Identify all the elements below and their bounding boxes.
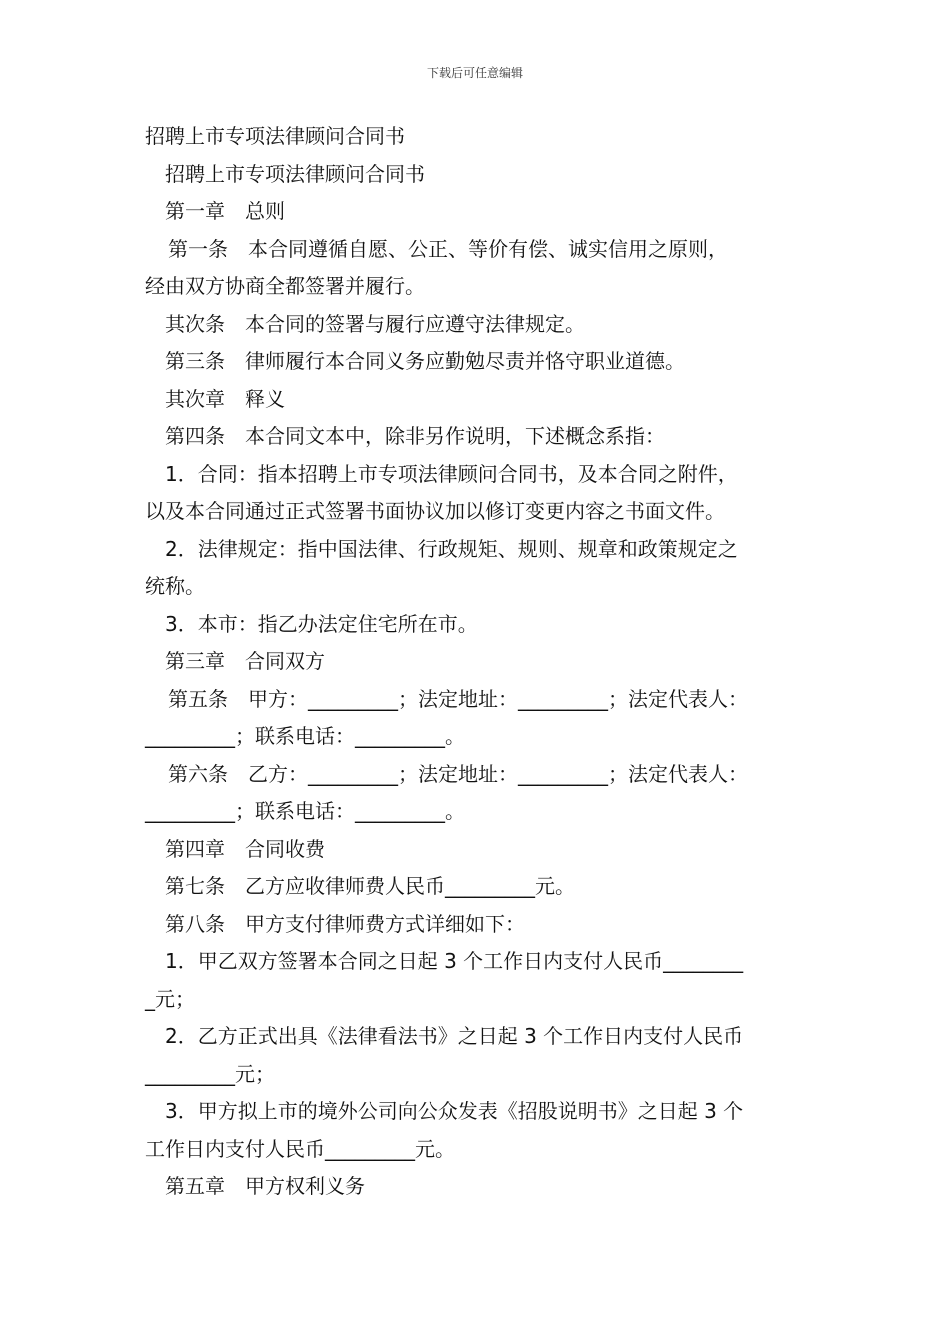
list-item-cont: 统称。 [145, 574, 205, 598]
article-line: 第八条 甲方支付律师费方式详细如下： [165, 911, 525, 936]
article-line: 第四条 本合同文本中，除非另作说明，下述概念系指： [165, 424, 665, 448]
chapter-heading: 第四章 合同收费 [165, 836, 325, 861]
list-item: 3．本市：指乙办法定住宅所在市。 [165, 611, 478, 636]
chapter-heading: 第一章 总则 [165, 199, 285, 223]
chapter-heading: 第三章 合同双方 [165, 649, 325, 673]
list-item-cont: _元； [145, 986, 195, 1011]
article-line-cont: _________；联系电话：_________。 [145, 799, 465, 823]
list-item: 1．合同：指本招聘上市专项法律顾问合同书，及本合同之附件， [165, 461, 738, 486]
chapter-heading: 其次章 释义 [165, 386, 285, 411]
article-line: 其次条 本合同的签署与履行应遵守法律规定。 [165, 311, 585, 336]
article-line: 第六条 乙方：_________；法定地址：_________；法定代表人： [168, 761, 748, 786]
document-title: 招聘上市专项法律顾问合同书 [145, 124, 405, 148]
list-item-cont: 工作日内支付人民币_________元。 [145, 1136, 455, 1161]
article-line: 第七条 乙方应收律师费人民币_________元。 [165, 874, 575, 898]
list-item: 3．甲方拟上市的境外公司向公众发表《招股说明书》之日起 3 个 [165, 1099, 744, 1123]
article-line-cont: _________；联系电话：_________。 [145, 724, 465, 748]
chapter-heading: 第五章 甲方权利义务 [165, 1174, 365, 1198]
article-line: 第一条 本合同遵循自愿、公正、等价有偿、诚实信用之原则， [168, 236, 728, 261]
subtitle: 招聘上市专项法律顾问合同书 [165, 161, 425, 186]
article-line: 经由双方协商全都签署并履行。 [145, 274, 425, 298]
article-line: 第五条 甲方：_________；法定地址：_________；法定代表人： [168, 686, 748, 711]
list-item: 2．法律规定：指中国法律、行政规矩、规则、规章和政策规定之 [165, 536, 738, 561]
article-line: 第三条 律师履行本合同义务应勤勉尽责并恪守职业道德。 [165, 349, 685, 373]
list-item-cont: 以及本合同通过正式签署书面协议加以修订变更内容之书面文件。 [145, 499, 725, 523]
list-item: 1．甲乙双方签署本合同之日起 3 个工作日内支付人民币________ [165, 949, 744, 973]
list-item: 2．乙方正式出具《法律看法书》之日起 3 个工作日内支付人民币 [165, 1024, 744, 1048]
page-header: 下载后可任意编辑 [426, 66, 523, 80]
list-item-cont: _________元； [145, 1061, 275, 1086]
document-body [145, 118, 815, 1206]
